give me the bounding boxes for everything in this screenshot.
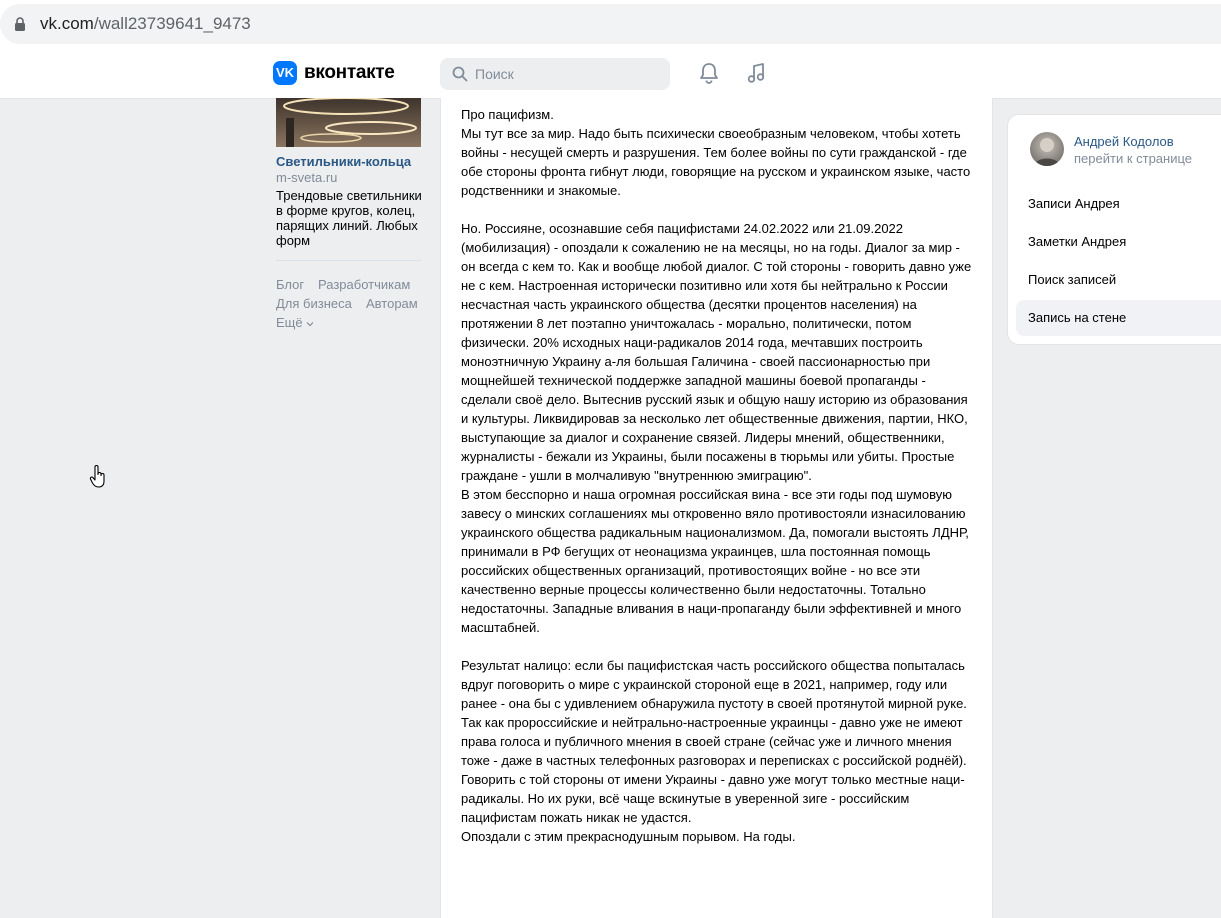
lock-icon[interactable] xyxy=(14,17,26,31)
profile-link[interactable]: перейти к странице xyxy=(1074,151,1193,166)
person-icon xyxy=(1030,132,1064,166)
post-paragraph: Так как пророссийские и нейтрально-настроенные украинцы - давно уже не имеют права голоса и публичного мнения в своей стране (сейчас уже и личного мнения тоже - даже в частных телефонных разговорах и переписках с российской роднёй). xyxy=(461,715,967,768)
vk-logo-icon[interactable]: VK xyxy=(273,61,297,85)
search-icon xyxy=(452,66,468,82)
ad-domain[interactable]: m-sveta.ru xyxy=(276,170,338,185)
post-paragraph: Но. Россияне, осознавшие себя пацифистами 24.02.2022 или 21.09.2022 (мобилизация) - опоздали к сожалению не на месяцы, но на годы. Диалог за мир - он всегда с кем то. Как и вообще любой диалог. С той стороны - говорить давно уже не с кем. Настроенная исторически позитивно или хотя бы нейтрально к России несчастная часть украинского общества (десятки процентов населения) на протяжении 8 лет поэтапно уничтожалась - морально, политически, потом физически. 20% исходных наци-радикалов 2014 года, мечтавших построить моноэтничную Украину а-ля большая Галичина - своей пассионарностью при мощнейшей технической поддержке западной машины боевой пропаганды - сделали своё дело. Вытеснив русский язык и общую нашу историю из образования и культуры. Ликвидировав за несколько лет общественные движения, партии, НКО, выступающие за диалог и сохранение связей. Лидеры мнений, общественники, журналисты - бежали из Украины, были посажены в тюрьмы или убиты. Простые граждане - ушли в молчаливую "внутреннюю эмиграцию". xyxy=(461,221,972,483)
post-paragraph: В этом бесспорно и наша огромная российская вина - все эти годы под шумовую завесу о минских соглашениях мы откровенно вяло противостояли изнасилованию украинского общества радикальным национализмом. Да, помогали выстоять ЛДНР, принимали в РФ бегущих от неонацизма украинцев, шла постоянная помощь российских общественных организаций, противостоящих войне - но все эти качественно верные процессы количественно были недостаточны. Тотально недостаточны. Западные вливания в наци-пропаганду были эффективней и много масштабней. xyxy=(461,487,969,635)
divider xyxy=(276,260,421,261)
paragraph-gap xyxy=(461,637,976,656)
post-paragraph: Мы тут все за мир. Надо быть психически своеобразным человеком, чтобы хотеть войны - несущей смерть и разрушения. Тем более войны по сути гражданской - где обе стороны фронта гибнут люди, говорящие на русском и украинском языке, часто родственники и знакомые. xyxy=(461,126,971,198)
footer-link-developers[interactable]: Разработчикам xyxy=(318,277,411,292)
post-paragraph: Про пацифизм. xyxy=(461,107,554,122)
search-box[interactable] xyxy=(440,58,670,90)
post-text xyxy=(461,105,976,846)
right-nav-card xyxy=(1007,114,1221,345)
footer-more-label: Ещё xyxy=(276,315,303,330)
post-paragraph: Опоздали с этим прекраснодушным порывом. На годы. xyxy=(461,829,796,844)
footer-link-business[interactable]: Для бизнеса xyxy=(276,296,352,311)
footer-more-button[interactable] xyxy=(276,315,314,330)
search-input[interactable] xyxy=(475,58,665,90)
browser-address-bar xyxy=(0,0,1221,48)
bell-icon[interactable] xyxy=(698,61,720,85)
url-text[interactable] xyxy=(40,14,251,34)
profile-name[interactable]: Андрей Кодолов xyxy=(1074,134,1174,149)
music-icon[interactable] xyxy=(745,61,767,85)
url-field[interactable] xyxy=(0,4,1221,44)
footer-link-blog[interactable]: Блог xyxy=(276,277,305,292)
post-card xyxy=(440,98,993,918)
footer-link-authors[interactable]: Авторам xyxy=(366,296,418,311)
vk-logo-text[interactable]: вконтакте xyxy=(304,62,395,83)
ad-description[interactable]: Трендовые светильники в форме кругов, колец, парящих линий. Любых форм xyxy=(276,188,422,248)
avatar[interactable] xyxy=(1030,132,1064,166)
post-paragraph: Результат налицо: если бы пацифистская часть российского общества попыталась вдруг поговорить о мире с украинской стороной еще в 2021, например, году или ранее - она бы с удивлением обнаружила пустоту в своей протянутой мирной руке. xyxy=(461,658,967,711)
hand-cursor-icon xyxy=(89,465,107,489)
nav-item-search-posts[interactable]: Поиск записей xyxy=(1028,272,1117,287)
ad-title[interactable]: Светильники-кольца xyxy=(276,154,412,169)
nav-item-notes[interactable]: Заметки Андрея xyxy=(1028,234,1127,249)
paragraph-gap xyxy=(461,200,976,219)
nav-item-wall-posts[interactable]: Записи Андрея xyxy=(1028,196,1120,211)
nav-item-wall-post[interactable]: Запись на стене xyxy=(1016,300,1221,336)
url-domain: vk.com xyxy=(40,14,94,33)
url-path: /wall23739641_9473 xyxy=(93,14,251,33)
site-header xyxy=(0,48,1221,99)
ad-image[interactable] xyxy=(276,98,421,147)
post-paragraph: Говорить с той стороны от имени Украины - давно уже могут только местные наци-радикалы. Но их руки, всё чаще вскинутые в уверенной зиге - российским пацифистам пожать никак не удастся. xyxy=(461,772,965,825)
chevron-down-icon xyxy=(306,321,314,327)
ring-lamps-image xyxy=(276,98,421,147)
